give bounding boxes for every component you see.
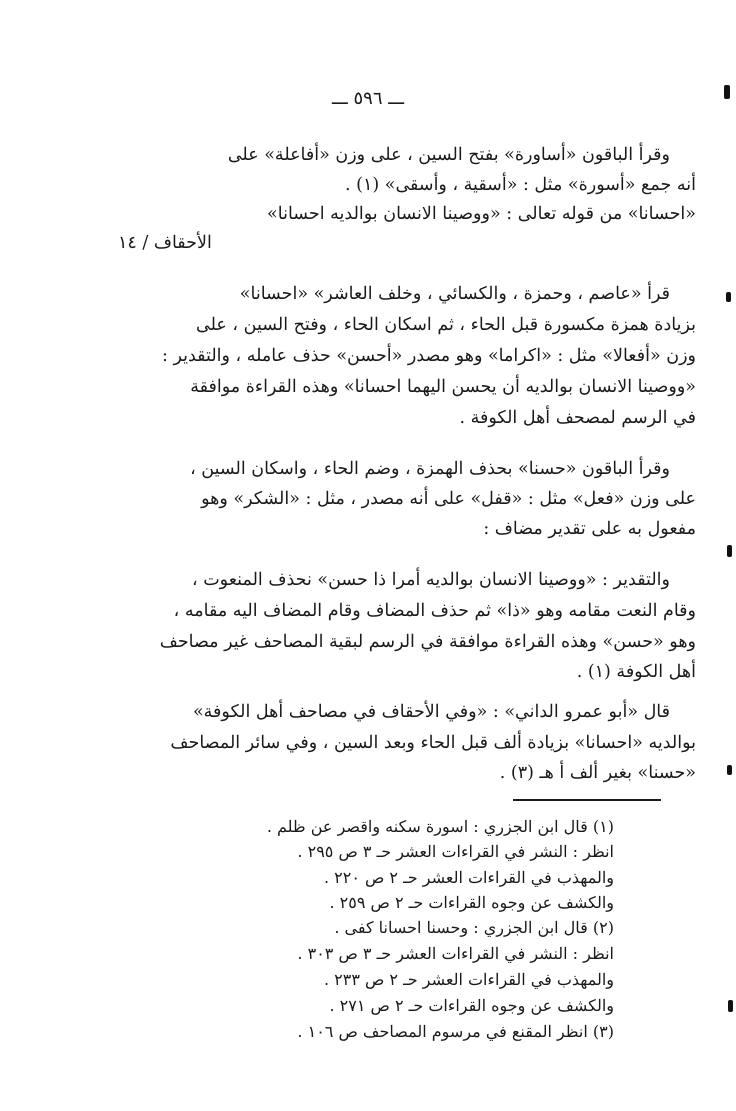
paragraph-line: قال «أبو عمرو الداني» : «وفي الأحقاف في مصاحف أهل الكوفة»: [192, 702, 670, 722]
verse-reference: الأحقاف / ١٤: [118, 233, 212, 253]
scan-edge-mark: [728, 1000, 733, 1012]
paragraph-line: أنه جمع «أسورة» مثل : «أسقية ، وأسقى» (١) .: [345, 175, 696, 195]
paragraph-line: في الرسم لمصحف أهل الكوفة .: [459, 408, 696, 428]
paragraph-line: وزن «أفعالا» مثل : «اكراما» وهو مصدر «أحسن» حذف عامله ، والتقدير :: [162, 346, 696, 366]
footnote-line: (١) قال ابن الجزري : اسورة سكنه واقصر عن ظلم .: [266, 817, 614, 836]
paragraph-line: وقام النعت مقامه وهو «ذا» ثم حذف المضاف وقام المضاف اليه مقامه ،: [173, 601, 696, 621]
scan-edge-mark: [726, 292, 731, 302]
scan-edge-mark: [727, 545, 732, 557]
paragraph-line: «ووصينا الانسان بوالديه أن يحسن اليهما احسانا» وهذه القراءة موافقة: [190, 377, 696, 397]
paragraph-line: «حسنا» بغير ألف أ هـ (٣) .: [499, 763, 696, 783]
paragraph-line: وهو «حسن» وهذه القراءة موافقة في الرسم لبقية المصاحف غير مصاحف: [159, 632, 696, 652]
verse-line: «احسانا» من قوله تعالى : «ووصينا الانسان بوالديه احسانا»: [267, 204, 696, 224]
footnote-line: (٢) قال ابن الجزري : وحسنا احسانا كفى .: [334, 918, 614, 937]
paragraph-line: وقرأ الباقون «أساورة» بفتح السين ، على وزن «أفاعلة» على: [227, 145, 670, 165]
footnote-line: والمهذب في القراءات العشر حـ ٢ ص ٢٣٣ .: [323, 970, 614, 989]
footnote-line: (٣) انظر المقنع في مرسوم المصاحف ص ١٠٦ .: [297, 1022, 614, 1041]
footnote-line: والكشف عن وجوه القراءات حـ ٢ ص ٢٧١ .: [329, 996, 614, 1015]
paragraph-line: مفعول به على تقدير مضاف :: [483, 519, 696, 539]
footnote-line: والمهذب في القراءات العشر حـ ٢ ص ٢٢٠ .: [323, 868, 614, 887]
paragraph-line: أهل الكوفة (١) .: [576, 662, 696, 682]
paragraph-line: بوالديه «احسانا» بزيادة ألف قبل الحاء وبعد السين ، وفي سائر المصاحف: [170, 733, 696, 753]
scan-edge-mark: [724, 85, 730, 99]
footnote-separator: [513, 799, 661, 801]
paragraph-line: والتقدير : «ووصينا الانسان بوالديه أمرا ذا حسن» نحذف المنعوت ،: [192, 570, 670, 590]
paragraph-line: قرأ «عاصم ، وحمزة ، والكسائي ، وخلف العاشر» «احسانا»: [239, 284, 670, 304]
page-number: ـــ ٥٩٦ ـــ: [331, 88, 405, 109]
paragraph-line: وقرأ الباقون «حسنا» بحذف الهمزة ، وضم الحاء ، واسكان السين ،: [190, 459, 670, 479]
footnote-line: انظر : النشر في القراءات العشر حـ ٣ ص ٣٠٣ .: [297, 944, 614, 963]
scan-edge-mark: [727, 765, 732, 775]
paragraph-line: بزيادة همزة مكسورة قبل الحاء ، ثم اسكان الحاء ، وفتح السين ، على: [196, 315, 696, 335]
footnote-line: والكشف عن وجوه القراءات حـ ٢ ص ٢٥٩ .: [329, 893, 614, 912]
footnote-line: انظر : النشر في القراءات العشر حـ ٣ ص ٢٩٥ .: [297, 842, 614, 861]
paragraph-line: على وزن «فعل» مثل : «قفل» على أنه مصدر ، مثل : «الشكر» وهو: [201, 489, 696, 509]
